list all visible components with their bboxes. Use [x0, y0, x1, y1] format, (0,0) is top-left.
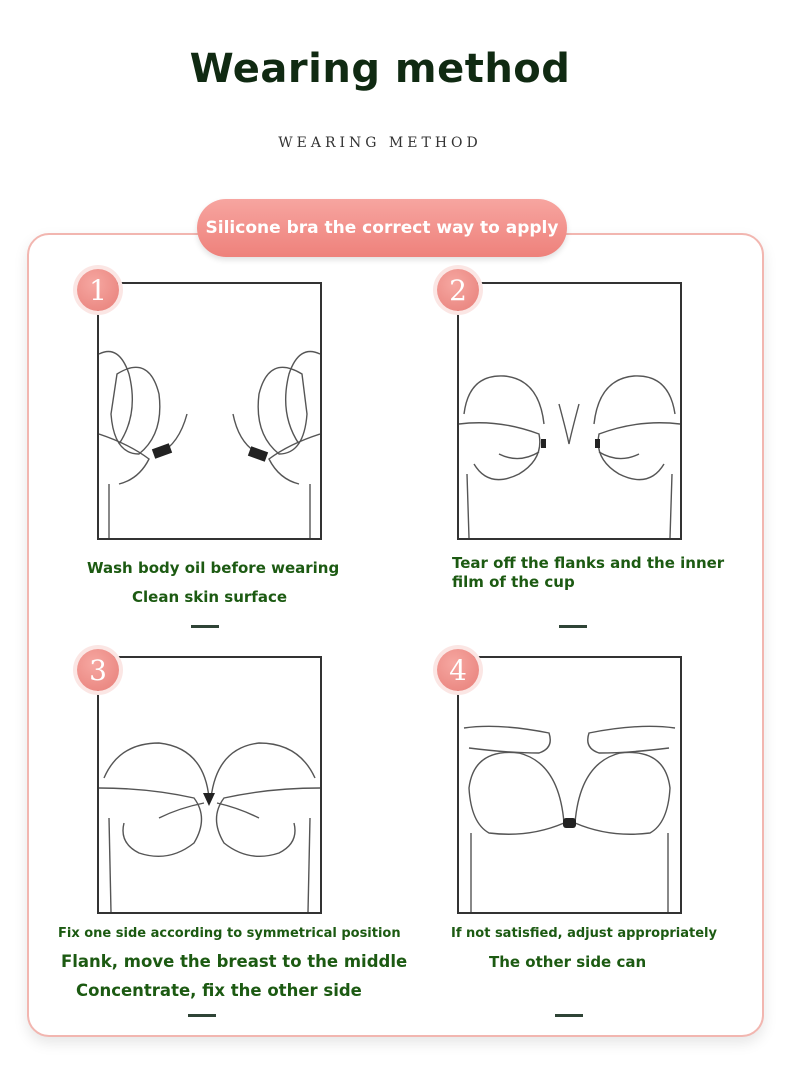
step-3-illustration — [97, 656, 322, 914]
step-1-caption-line-2: Clean skin surface — [132, 588, 288, 606]
step-4-drawing — [459, 658, 680, 912]
step-1-drawing — [99, 284, 320, 538]
step-3-drawing — [99, 658, 320, 912]
page-title: Wearing method — [189, 46, 571, 92]
step-3-badge: 3 — [77, 649, 119, 691]
step-1-divider — [191, 625, 219, 628]
banner-pill: Silicone bra the correct way to apply — [197, 199, 567, 257]
step-2-caption-line-2: film of the cup — [452, 573, 575, 591]
step-4-badge: 4 — [437, 649, 479, 691]
step-1-badge: 1 — [77, 269, 119, 311]
step-2-caption-line-1: Tear off the flanks and the inner — [452, 554, 725, 572]
step-2-drawing — [459, 284, 680, 538]
step-1-caption-line-1: Wash body oil before wearing — [87, 559, 340, 577]
step-2-illustration — [457, 282, 682, 540]
step-4-illustration — [457, 656, 682, 914]
step-3-caption-line-3: Concentrate, fix the other side — [76, 981, 362, 1000]
step-3-caption-line-2: Flank, move the breast to the middle — [61, 952, 408, 971]
step-2-divider — [559, 625, 587, 628]
step-2-badge: 2 — [437, 269, 479, 311]
step-1-illustration — [97, 282, 322, 540]
step-4-caption-line-1: If not satisfied, adjust appropriately — [451, 926, 717, 941]
step-3-divider — [188, 1014, 216, 1017]
step-4-caption-line-2: The other side can — [489, 953, 647, 971]
step-4-divider — [555, 1014, 583, 1017]
page-subtitle: WEARING METHOD — [278, 135, 482, 151]
step-3-caption-line-1: Fix one side according to symmetrical position — [58, 926, 401, 941]
